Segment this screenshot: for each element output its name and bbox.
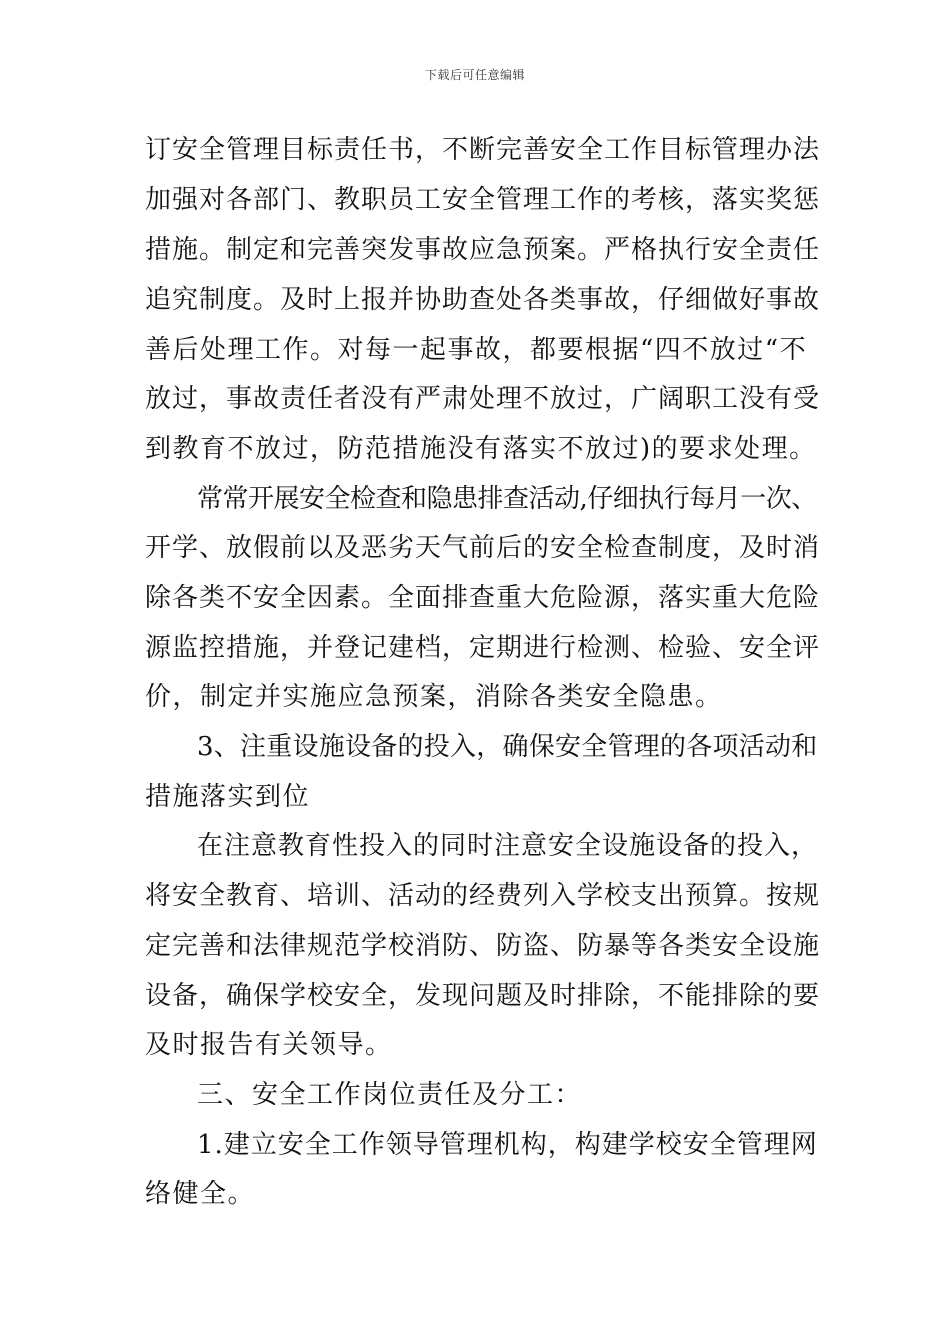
text-line: 设备，确保学校安全，发现问题及时排除，不能排除的要 xyxy=(145,981,821,1011)
text-line: 善后处理工作。对每一起事故，都要根据“四不放过“不 xyxy=(145,335,808,365)
text-line: 将安全教育、培训、活动的经费列入学校支出预算。按规 xyxy=(145,881,821,911)
text-line: 价，制定并实施应急预案，消除各类安全隐患。 xyxy=(145,682,723,712)
text-line: 开学、放假前以及恶劣天气前后的安全检查制度，及时消 xyxy=(145,533,821,563)
text-line: 3、注重设施设备的投入，确保安全管理的各项活动和 xyxy=(197,732,818,762)
page-header: 下载后可任意编辑 xyxy=(424,68,525,82)
text-line: 及时报告有关领导。 xyxy=(145,1030,393,1060)
text-line: 加强对各部门、教职员工安全管理工作的考核，落实奖惩 xyxy=(145,185,821,215)
text-line: 订安全管理目标责任书，不断完善安全工作目标管理办法 xyxy=(145,135,821,165)
text-line: 措施。制定和完善突发事故应急预案。严格执行安全责任 xyxy=(145,235,821,265)
text-line: 1.建立安全工作领导管理机构，构建学校安全管理网 xyxy=(197,1130,818,1160)
text-line: 除各类不安全因素。全面排查重大危险源，落实重大危险 xyxy=(145,583,821,613)
text-line: 放过，事故责任者没有严肃处理不放过，广阔职工没有受 xyxy=(145,384,821,414)
text-line: 络健全。 xyxy=(145,1179,256,1209)
text-line: 追究制度。及时上报并协助查处各类事故，仔细做好事故 xyxy=(145,285,821,315)
section-heading: 三、安全工作岗位责任及分工： xyxy=(197,1080,583,1110)
text-line: 源监控措施，并登记建档，定期进行检测、检验、安全评 xyxy=(145,633,821,663)
text-line: 措施落实到位 xyxy=(145,782,311,812)
text-line: 到教育不放过，防范措施没有落实不放过)的要求处理。 xyxy=(145,434,817,464)
text-line: 定完善和法律规范学校消防、防盗、防暴等各类安全设施 xyxy=(145,931,821,961)
text-line: 在注意教育性投入的同时注意安全设施设备的投入， xyxy=(197,831,819,861)
text-line: 常常开展安全检查和隐患排查活动,仔细执行每月一次、 xyxy=(197,484,817,514)
